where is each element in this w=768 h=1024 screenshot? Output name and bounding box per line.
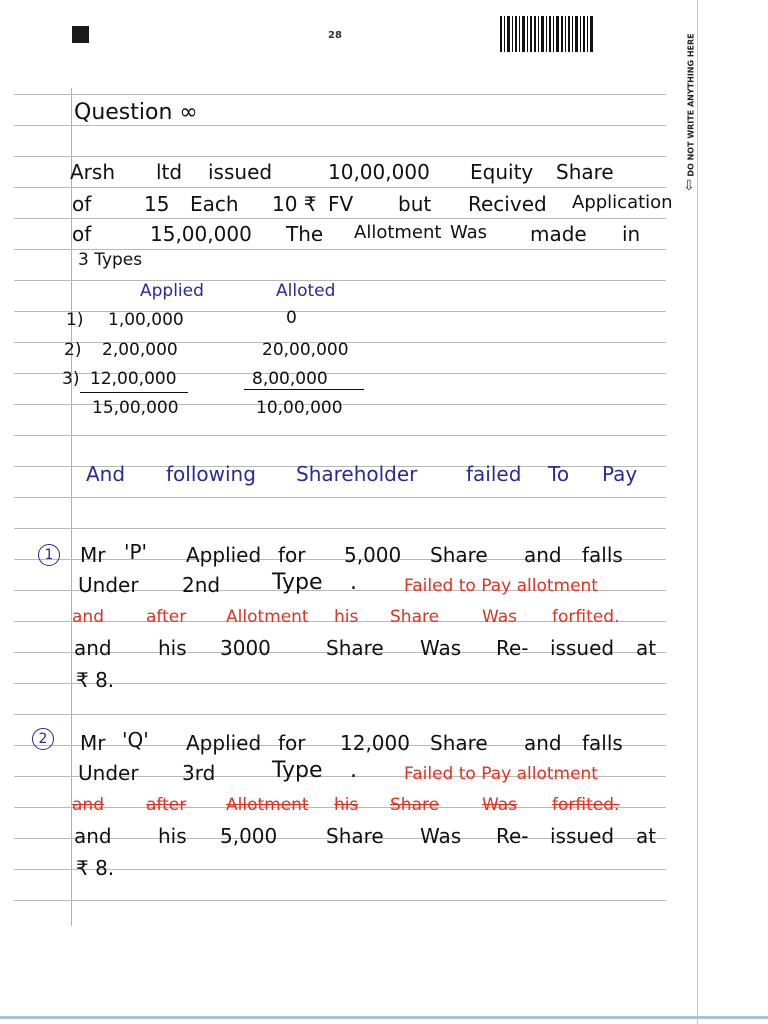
ruled-line <box>14 900 666 901</box>
case-word: 5,000 <box>220 824 278 848</box>
defaulters-word: Shareholder <box>296 462 418 486</box>
case-word: Mr <box>80 543 106 567</box>
table-cell-alloted: 20,00,000 <box>262 340 349 360</box>
intro-word: 15 <box>144 192 170 216</box>
side-instruction-text: DO NOT WRITE ANYTHING HERE <box>686 33 696 177</box>
intro-word: 10 ₹ <box>272 192 317 216</box>
case-word: Mr <box>80 731 106 755</box>
intro-word: 15,00,000 <box>150 222 252 246</box>
ruled-line <box>14 218 666 219</box>
case-word: Share <box>430 731 488 755</box>
case-red-word-struck: his <box>334 795 359 815</box>
case-word: . <box>350 570 357 595</box>
failed-allotment-note: Failed to Pay allotment <box>404 576 598 596</box>
case-word: Share <box>430 543 488 567</box>
case-word: Was <box>420 636 462 660</box>
intro-word: FV <box>328 192 354 216</box>
case-word: 12,000 <box>340 731 410 755</box>
table-cell-applied: 1,00,000 <box>108 310 184 330</box>
case-word: . <box>350 758 357 783</box>
intro-word: 10,00,000 <box>328 160 430 184</box>
ruled-line <box>14 497 666 498</box>
case-word: 2nd <box>182 573 221 597</box>
case-word: Was <box>420 824 462 848</box>
case-red-word: Share <box>390 607 440 627</box>
intro-word: of <box>72 192 92 216</box>
case-red-word: Allotment <box>226 607 309 627</box>
case-word: and <box>524 731 562 755</box>
case-word: and <box>524 543 562 567</box>
case-red-word-struck: and <box>72 795 104 815</box>
case-word: Re- <box>496 824 529 848</box>
intro-word: Allotment <box>354 222 442 243</box>
bottom-strip <box>0 1016 768 1019</box>
intro-word: 3 Types <box>78 250 143 270</box>
case-number-marker: 1 <box>38 544 60 566</box>
intro-word: of <box>72 222 92 246</box>
ruled-line <box>14 156 666 157</box>
defaulters-word: Pay <box>602 462 638 486</box>
case-word: Under <box>78 761 139 785</box>
case-number-marker: 2 <box>32 728 54 750</box>
ruled-line <box>14 94 666 95</box>
case-word: falls <box>582 731 623 755</box>
intro-word: The <box>286 222 324 246</box>
case-word: his <box>158 636 187 660</box>
case-word: falls <box>582 543 623 567</box>
defaulters-word: To <box>548 462 570 486</box>
intro-word: issued <box>208 160 273 184</box>
failed-allotment-note: Failed to Pay allotment <box>404 764 598 784</box>
case-word: at <box>636 636 657 660</box>
intro-word: Application <box>572 192 673 213</box>
column-header-alloted: Alloted <box>276 281 336 301</box>
page-number: 28 <box>328 30 342 41</box>
ruled-line <box>14 280 666 281</box>
case-red-word: his <box>334 607 359 627</box>
intro-word: made <box>530 222 587 246</box>
intro-word: Recived <box>468 192 547 216</box>
table-total-applied: 15,00,000 <box>92 398 179 418</box>
case-red-word-struck: after <box>146 795 187 815</box>
ruled-line <box>14 187 666 188</box>
intro-word: but <box>398 192 432 216</box>
intro-word: Each <box>190 192 239 216</box>
case-word: issued <box>550 824 615 848</box>
case-red-word: Was <box>482 607 517 627</box>
intro-word: ltd <box>156 160 183 184</box>
table-total-alloted: 10,00,000 <box>256 398 343 418</box>
case-word: Type <box>272 758 323 783</box>
case-word: his <box>158 824 187 848</box>
case-word: Type <box>272 570 323 595</box>
ruled-line <box>14 435 666 436</box>
case-word: 3rd <box>182 761 216 785</box>
column-header-applied: Applied <box>140 281 204 301</box>
table-cell-applied: 2,00,000 <box>102 340 178 360</box>
case-red-word: and <box>72 607 104 627</box>
table-cell-applied: 12,00,000 <box>90 369 177 389</box>
question-heading: Question ∞ <box>74 100 198 125</box>
table-cell-alloted: 8,00,000 <box>252 369 328 389</box>
table-row-number: 2) <box>64 340 82 360</box>
table-row-number: 3) <box>62 369 80 389</box>
case-red-word: forfited. <box>552 607 620 627</box>
case-word: 3000 <box>220 636 271 660</box>
ruled-line <box>14 528 666 529</box>
case-word: for <box>278 731 306 755</box>
case-red-word: after <box>146 607 187 627</box>
case-word: Share <box>326 636 384 660</box>
case-word: 'Q' <box>122 728 149 752</box>
intro-word: Arsh <box>70 160 115 184</box>
barcode <box>500 16 595 52</box>
case-red-word-struck: Allotment <box>226 795 309 815</box>
case-word: and <box>74 636 112 660</box>
case-red-word-struck: Share <box>390 795 440 815</box>
ruled-line <box>14 714 666 715</box>
total-rule-applied <box>80 392 188 393</box>
case-word: Re- <box>496 636 529 660</box>
case-word: and <box>74 824 112 848</box>
defaulters-word: And <box>86 462 126 486</box>
defaulters-word: failed <box>466 462 522 486</box>
case-word: 5,000 <box>344 543 402 567</box>
intro-word: Share <box>556 160 614 184</box>
case-word: 'P' <box>124 540 148 564</box>
corner-registration-mark <box>72 26 89 43</box>
intro-word: Equity <box>470 160 534 184</box>
case-word: for <box>278 543 306 567</box>
reissue-price: ₹ 8. <box>76 856 115 880</box>
case-word: issued <box>550 636 615 660</box>
intro-word: Was <box>450 222 488 243</box>
down-arrow-icon: ⇩ <box>683 178 695 194</box>
case-word: Applied <box>186 543 262 567</box>
case-word: Under <box>78 573 139 597</box>
table-row-number: 1) <box>66 310 84 330</box>
total-rule-alloted <box>244 389 364 390</box>
side-instruction <box>682 30 700 180</box>
defaulters-word: following <box>166 462 256 486</box>
reissue-price: ₹ 8. <box>76 668 115 692</box>
case-word: Share <box>326 824 384 848</box>
intro-word: in <box>622 222 641 246</box>
case-red-word-struck: forfited. <box>552 795 620 815</box>
case-word: Applied <box>186 731 262 755</box>
case-word: at <box>636 824 657 848</box>
ruled-line <box>14 125 666 126</box>
ruled-line <box>14 559 666 560</box>
case-red-word-struck: Was <box>482 795 517 815</box>
table-cell-alloted: 0 <box>286 308 297 328</box>
